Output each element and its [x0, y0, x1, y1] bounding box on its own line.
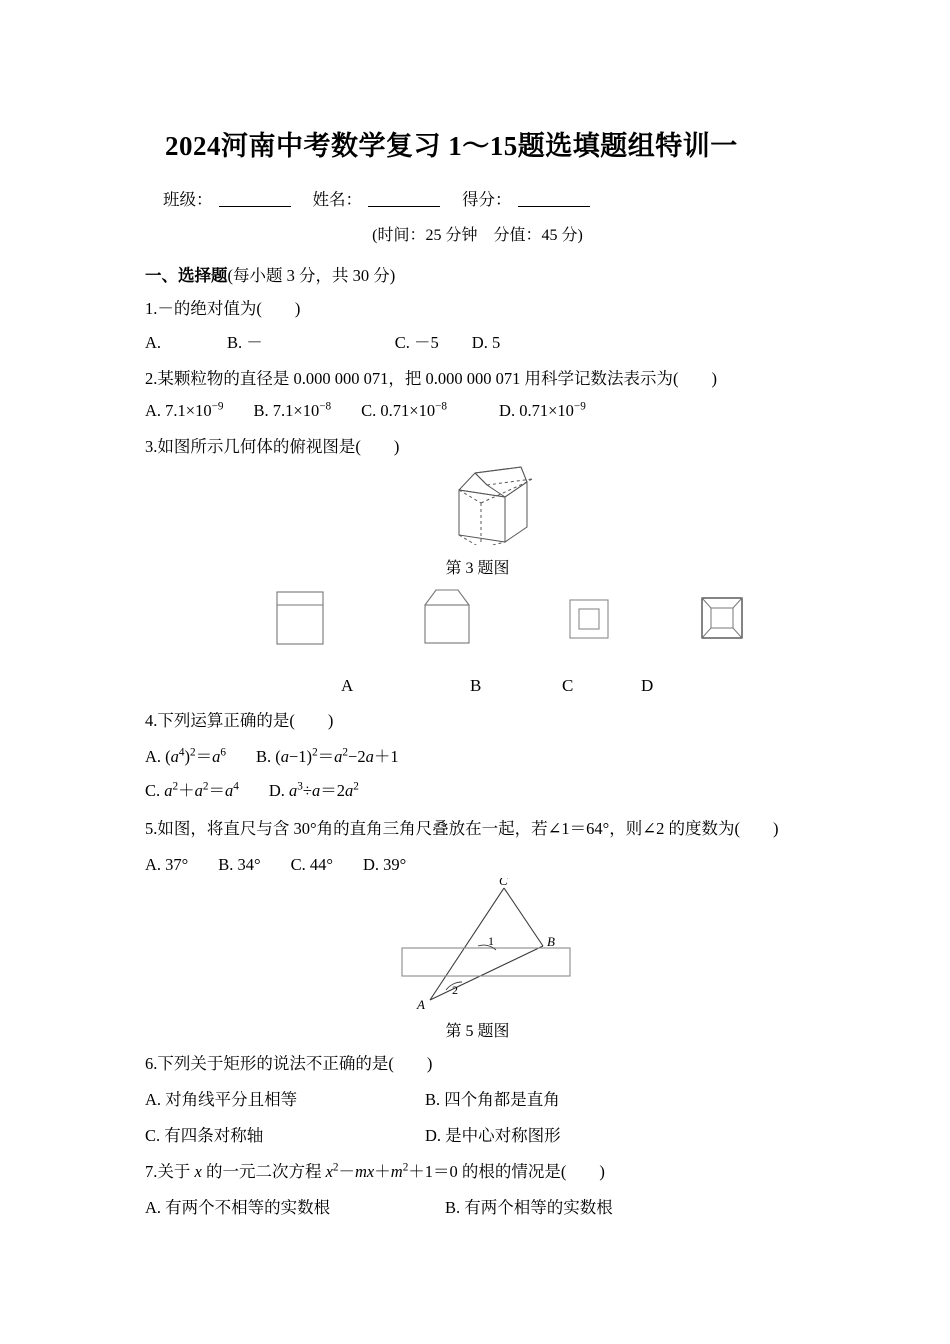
q4b-eq: ＝	[317, 747, 335, 766]
q7-eq5-sup: 2	[402, 1161, 409, 1174]
question-7-option-b: B. 有两个相等的实数根	[445, 1198, 613, 1217]
question-5-option-d: D. 39°	[362, 855, 407, 874]
question-3-number: 3.	[145, 437, 158, 456]
question-5-figure	[400, 878, 575, 1018]
section-heading-bold: 一、选择题	[145, 266, 228, 285]
q7-eq4: ＋	[374, 1162, 391, 1181]
square-with-diagonals-svg	[698, 594, 746, 642]
q7-mid: 的一元二次方程	[201, 1162, 326, 1181]
question-2-option-a	[145, 402, 224, 421]
q4b-s1: 2	[312, 746, 318, 759]
q7-x: x	[194, 1162, 202, 1181]
q4a-a2: a	[212, 747, 221, 766]
question-3-solid-figure	[435, 455, 555, 545]
question-3-text: 如图所示几何体的俯视图是( )	[157, 437, 400, 456]
question-4-option-a	[145, 748, 226, 767]
section-heading	[145, 262, 395, 286]
q7-eq5: m	[390, 1162, 403, 1181]
question-5-text: 如图，将直尺与含 30°角的直角三角尺叠放在一起，若∠1＝64°，则∠2 的度数为( )	[157, 819, 779, 838]
square-in-square-svg	[566, 596, 612, 642]
question-7-number: 7.	[145, 1162, 158, 1181]
question-2-option-d	[499, 402, 586, 421]
q4c-s1: 2	[172, 780, 179, 793]
q4b-s2: 2	[342, 746, 349, 759]
q4a-a: a	[170, 747, 179, 766]
question-5-options	[145, 856, 406, 875]
question-6-option-c: C. 有四条对称轴	[145, 1126, 264, 1145]
question-6-options-row1	[145, 1091, 560, 1110]
q4c-s3: 4	[233, 780, 239, 793]
score-blank[interactable]	[518, 191, 590, 207]
q7-eq3: mx	[355, 1162, 375, 1181]
question-5-option-a: A. 37°	[145, 855, 189, 874]
q4b-t1: −2	[348, 747, 366, 766]
q4d-eq: ＝2	[320, 781, 345, 800]
question-4-options-row1	[145, 748, 399, 767]
question-1-options	[145, 334, 500, 353]
question-2-option-b	[254, 402, 332, 421]
score-label: 得分：	[462, 190, 512, 209]
q4d-s1: 3	[297, 780, 303, 793]
question-7-option-a: A. 有两个不相等的实数根	[145, 1198, 331, 1217]
square-with-roof-svg	[417, 585, 479, 651]
q2-optD-base: D. 0.71×10	[499, 401, 574, 420]
q4c-a3: a	[224, 781, 234, 800]
question-5-figure-caption: 第 5 题图	[445, 1023, 510, 1040]
q4b-t2: ＋1	[373, 747, 399, 766]
q4d-s2: 2	[353, 780, 359, 793]
q4a-s2: 2	[190, 746, 196, 759]
q7-eq1-sup: 2	[332, 1161, 339, 1174]
question-5-stem	[145, 820, 778, 839]
question-2-stem	[145, 370, 717, 389]
q2-optB-base: B. 7.1×10	[253, 401, 320, 420]
q7-eq2: －	[338, 1162, 356, 1181]
question-4-option-c	[145, 782, 239, 801]
q7-eq1: x	[325, 1162, 333, 1181]
question-4-text: 下列运算正确的是( )	[157, 711, 334, 730]
q4b-a2: a	[334, 747, 343, 766]
q4a-p2: )	[184, 747, 191, 766]
question-1-text: －的绝对值为( )	[157, 299, 301, 318]
q2-optA-exp: −9	[211, 400, 224, 413]
q4a-eq: ＝	[195, 747, 213, 766]
question-5-option-b: B. 34°	[218, 855, 261, 874]
q4c-a: a	[164, 781, 173, 800]
q4a-s3: 6	[220, 746, 226, 759]
q4b-a: a	[280, 747, 289, 766]
q7-tail: 的根的情况是( )	[457, 1162, 605, 1181]
q2-optC-base: C. 0.71×10	[361, 401, 436, 420]
question-6-option-d: D. 是中心对称图形	[425, 1126, 561, 1145]
question-6-option-a: A. 对角线平分且相等	[145, 1090, 298, 1109]
class-blank[interactable]	[219, 191, 291, 207]
q7-pre: 关于	[157, 1162, 195, 1181]
name-blank[interactable]	[368, 191, 440, 207]
q4b-a3: a	[365, 747, 374, 766]
class-label: 班级：	[163, 190, 213, 209]
q7-eq6: ＋1＝0	[408, 1162, 458, 1181]
question-6-options-row2	[145, 1127, 561, 1146]
question-6-stem	[145, 1055, 432, 1074]
q4c-eq: ＝	[208, 781, 225, 800]
q5-label-A: A	[417, 997, 425, 1012]
question-2-number: 2.	[145, 369, 158, 388]
question-7-options	[145, 1199, 613, 1218]
q3-choice-d-figure	[698, 594, 746, 647]
question-4-stem	[145, 712, 333, 731]
q2-optD-exp: −9	[573, 400, 586, 413]
question-6-option-b: B. 四个角都是直角	[425, 1090, 560, 1109]
q4c-s2: 2	[202, 780, 209, 793]
question-4-number: 4.	[145, 711, 158, 730]
q5-label-B: B	[547, 934, 555, 949]
question-3-stem	[145, 438, 399, 457]
q4c-pl: ＋	[178, 781, 195, 800]
q4a-p1: A. (	[145, 747, 171, 766]
question-2-options	[145, 402, 586, 421]
q2-optC-exp: −8	[435, 400, 448, 413]
question-1-stem	[145, 300, 300, 319]
question-2-text: 某颗粒物的直径是 0.000 000 071，把 0.000 000 071 用科学记数法表示为( )	[157, 369, 717, 388]
q4d-dv: ÷	[302, 781, 312, 800]
q4d-p1: D.	[268, 781, 290, 800]
question-3-figure-caption: 第 3 题图	[445, 560, 510, 577]
q2-optB-exp: −8	[319, 400, 332, 413]
q4b-p1: B. (	[256, 747, 281, 766]
question-4-option-d	[269, 782, 359, 801]
q4a-s1: 4	[178, 746, 185, 759]
question-4-options-row2	[145, 782, 359, 801]
question-6-text: 下列关于矩形的说法不正确的是( )	[157, 1054, 433, 1073]
question-7-stem	[145, 1163, 605, 1182]
q3-label-b: B	[470, 676, 482, 695]
q4d-a2: a	[311, 781, 321, 800]
q5-angle-1: 1	[488, 934, 494, 948]
q4c-a2: a	[194, 781, 203, 800]
page-title: 2024河南中考数学复习 1～15题选填题组特训一	[165, 131, 738, 161]
q4d-a: a	[289, 781, 298, 800]
question-1-number: 1.	[145, 299, 158, 318]
question-5-number: 5.	[145, 819, 158, 838]
q4b-m: −1)	[289, 747, 313, 766]
q3-label-d: D	[641, 676, 654, 695]
ruler-triangle-svg	[400, 878, 575, 1013]
q3-choice-b-figure	[417, 585, 479, 656]
question-5-option-c: C. 44°	[290, 855, 333, 874]
q3-label-c: C	[562, 676, 574, 695]
rect-with-top-line-svg	[272, 588, 330, 650]
exam-time-value: (时间：25 分钟 分值：45 分)	[372, 227, 583, 244]
name-label: 姓名：	[312, 190, 362, 209]
truncated-cube-svg	[435, 455, 555, 545]
q5-angle-2: 2	[452, 983, 458, 997]
student-info-line	[163, 186, 590, 210]
question-2-option-c	[361, 402, 447, 421]
section-heading-rest: (每小题 3 分，共 30 分)	[227, 266, 396, 285]
q3-choice-c-figure	[566, 596, 612, 647]
q4d-a3: a	[344, 781, 354, 800]
q5-label-C: C	[499, 878, 508, 888]
q4c-p1: C.	[145, 781, 165, 800]
q2-optA-base: A. 7.1×10	[145, 401, 212, 420]
q3-choice-a-figure	[272, 588, 330, 655]
question-1-options-text: A. B. － C. －5 D. 5	[145, 333, 501, 352]
question-6-number: 6.	[145, 1054, 158, 1073]
q3-label-a: A	[341, 676, 354, 695]
question-4-option-b	[256, 748, 399, 767]
